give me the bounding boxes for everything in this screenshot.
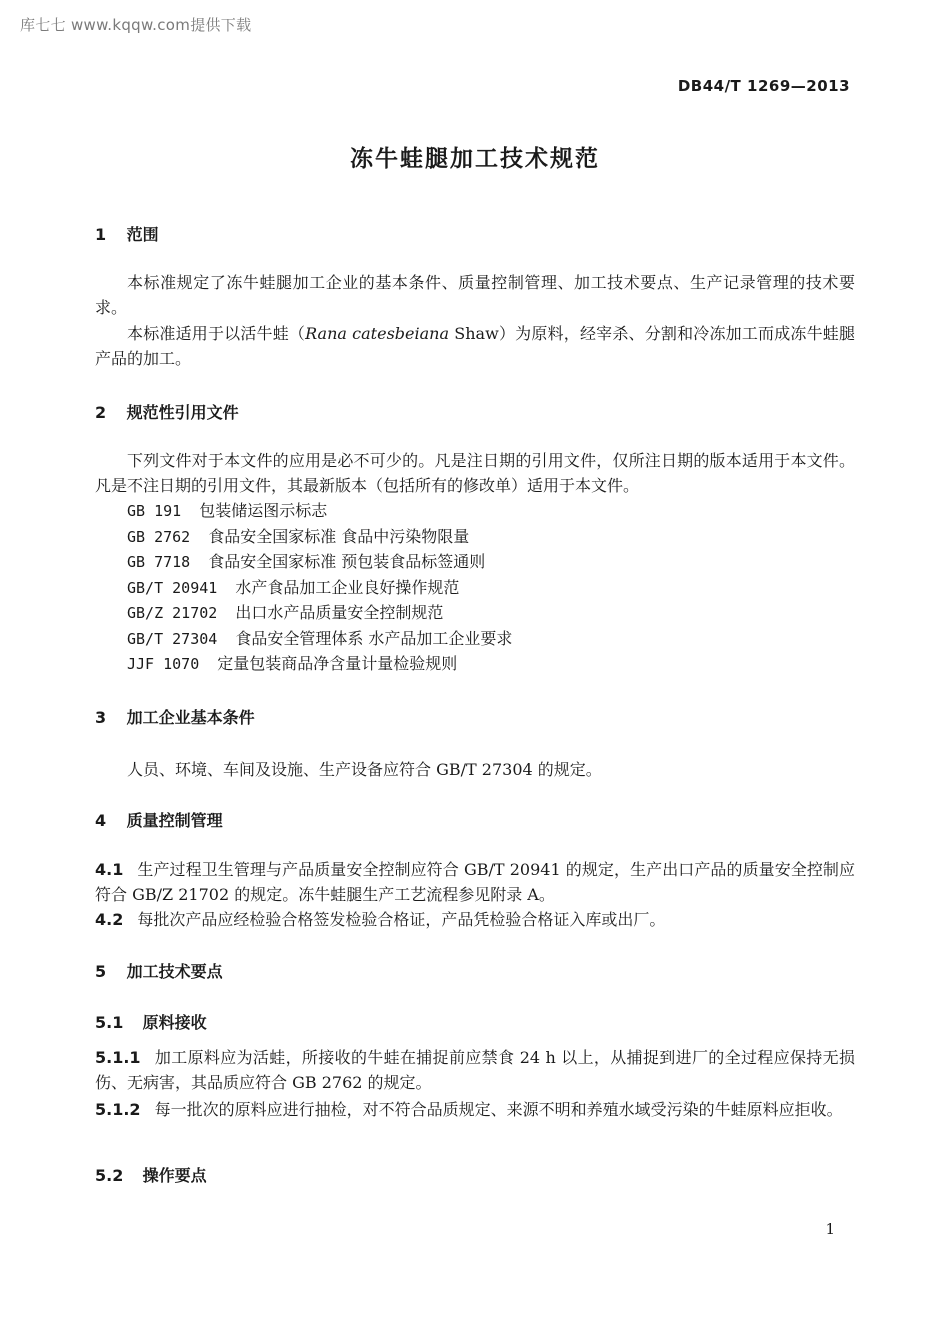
clause-text: 生产过程卫生管理与产品质量安全控制应符合 GB/T 20941 的规定，生产出口产品的质量安全控制应符合 GB/Z 21702 的规定。冻牛蛙腿生产工艺流程参见附录 A。 [95,860,855,904]
section-number: 5 [95,962,107,981]
species-name: Rana catesbeiana [305,324,450,343]
reference-code: GB 2762 [127,527,191,546]
standard-code: DB44/T 1269—2013 [677,77,850,95]
scope-p2-before: 本标准适用于以活牛蛙（ [127,324,306,343]
clause-number: 5.1.2 [95,1100,141,1119]
section-title: 规范性引用文件 [126,403,239,422]
reference-item [127,575,512,601]
reference-title: 包装储运图示标志 [199,501,328,520]
reference-item [127,626,512,652]
section-title: 质量控制管理 [126,811,223,830]
reference-title: 定量包装商品净含量计量检验规则 [217,654,458,673]
reference-title: 食品安全国家标准 食品中污染物限量 [208,526,470,546]
section-2-heading [95,400,239,423]
clause-text: 加工原料应为活蛙，所接收的牛蛙在捕捉前应禁食 24 h 以上，从捕捉到进厂的全过程应保持无损伤、无病害，其品质应符合 GB 2762 的规定。 [95,1048,855,1092]
reference-title: 水产食品加工企业良好操作规范 [235,577,460,597]
reference-code: GB 7718 [127,553,191,571]
section-3-heading [95,705,255,728]
clause-text: 每一批次的原料应进行抽检，对不符合品质规定、来源不明和养殖水域受污染的牛蛙原料应拒收。 [154,1100,843,1119]
section-5-heading [95,959,223,982]
document-title: 冻牛蛙腿加工技术规范 [350,146,600,172]
reference-item [127,600,512,626]
section-number: 2 [95,403,107,422]
scope-paragraph-1: 本标准规定了冻牛蛙腿加工企业的基本条件、质量控制管理、加工技术要点、生产记录管理的技术要求。 [95,273,855,317]
reference-code: JJF 1070 [127,655,200,673]
section-number: 1 [95,225,107,244]
reference-code: GB 191 [127,502,182,520]
section-number: 3 [95,708,107,727]
subsection-5-1-heading [95,1010,207,1033]
section-4-heading [95,808,223,831]
reference-code: GB/T 27304 [127,629,218,648]
subsection-number: 5.1 [95,1013,124,1032]
reference-title: 食品安全管理体系 水产品加工企业要求 [235,628,513,648]
reference-item [127,498,512,524]
clause-5-1-1 [95,1045,855,1095]
reference-item [127,651,512,677]
reference-title: 食品安全国家标准 预包装食品标签通则 [208,552,486,571]
reference-item [127,524,512,550]
subsection-number: 5.2 [95,1166,124,1185]
clause-5-1-2 [95,1097,855,1122]
clause-number: 5.1.1 [95,1048,141,1067]
clause-number: 4.2 [95,910,124,929]
subsection-5-2-heading [95,1163,207,1186]
section-1-heading [95,222,159,245]
reference-list [127,498,512,677]
scope-p2-after: Shaw）为原料，经宰杀、分割和冷冻加工而成冻牛蛙腿产品的加工。 [95,324,855,368]
section-number: 4 [95,811,107,830]
basic-conditions-paragraph: 人员、环境、车间及设施、生产设备应符合 GB/T 27304 的规定。 [127,760,602,779]
clause-4-2 [95,907,855,932]
clause-text: 每批次产品应经检验合格签发检验合格证，产品凭检验合格证入库或出厂。 [137,910,666,929]
section-title: 加工技术要点 [126,962,223,981]
clause-number: 4.1 [95,860,124,879]
section-title: 范围 [126,225,159,244]
reference-code: GB/T 20941 [127,578,218,597]
clause-4-1 [95,857,855,907]
page-number: 1 [825,1220,835,1238]
watermark-text: 库七七 www.kqqw.com提供下载 [20,16,252,34]
references-intro: 下列文件对于本文件的应用是必不可少的。凡是注日期的引用文件，仅所注日期的版本适用于本文件。凡是不注日期的引用文件，其最新版本（包括所有的修改单）适用于本文件。 [95,451,855,495]
subsection-title: 原料接收 [142,1013,207,1032]
reference-item [127,549,512,575]
scope-paragraph-2 [95,321,855,371]
reference-title: 出口水产品质量安全控制规范 [235,603,444,622]
subsection-title: 操作要点 [142,1166,207,1185]
section-title: 加工企业基本条件 [126,708,255,727]
reference-code: GB/Z 21702 [127,604,218,622]
